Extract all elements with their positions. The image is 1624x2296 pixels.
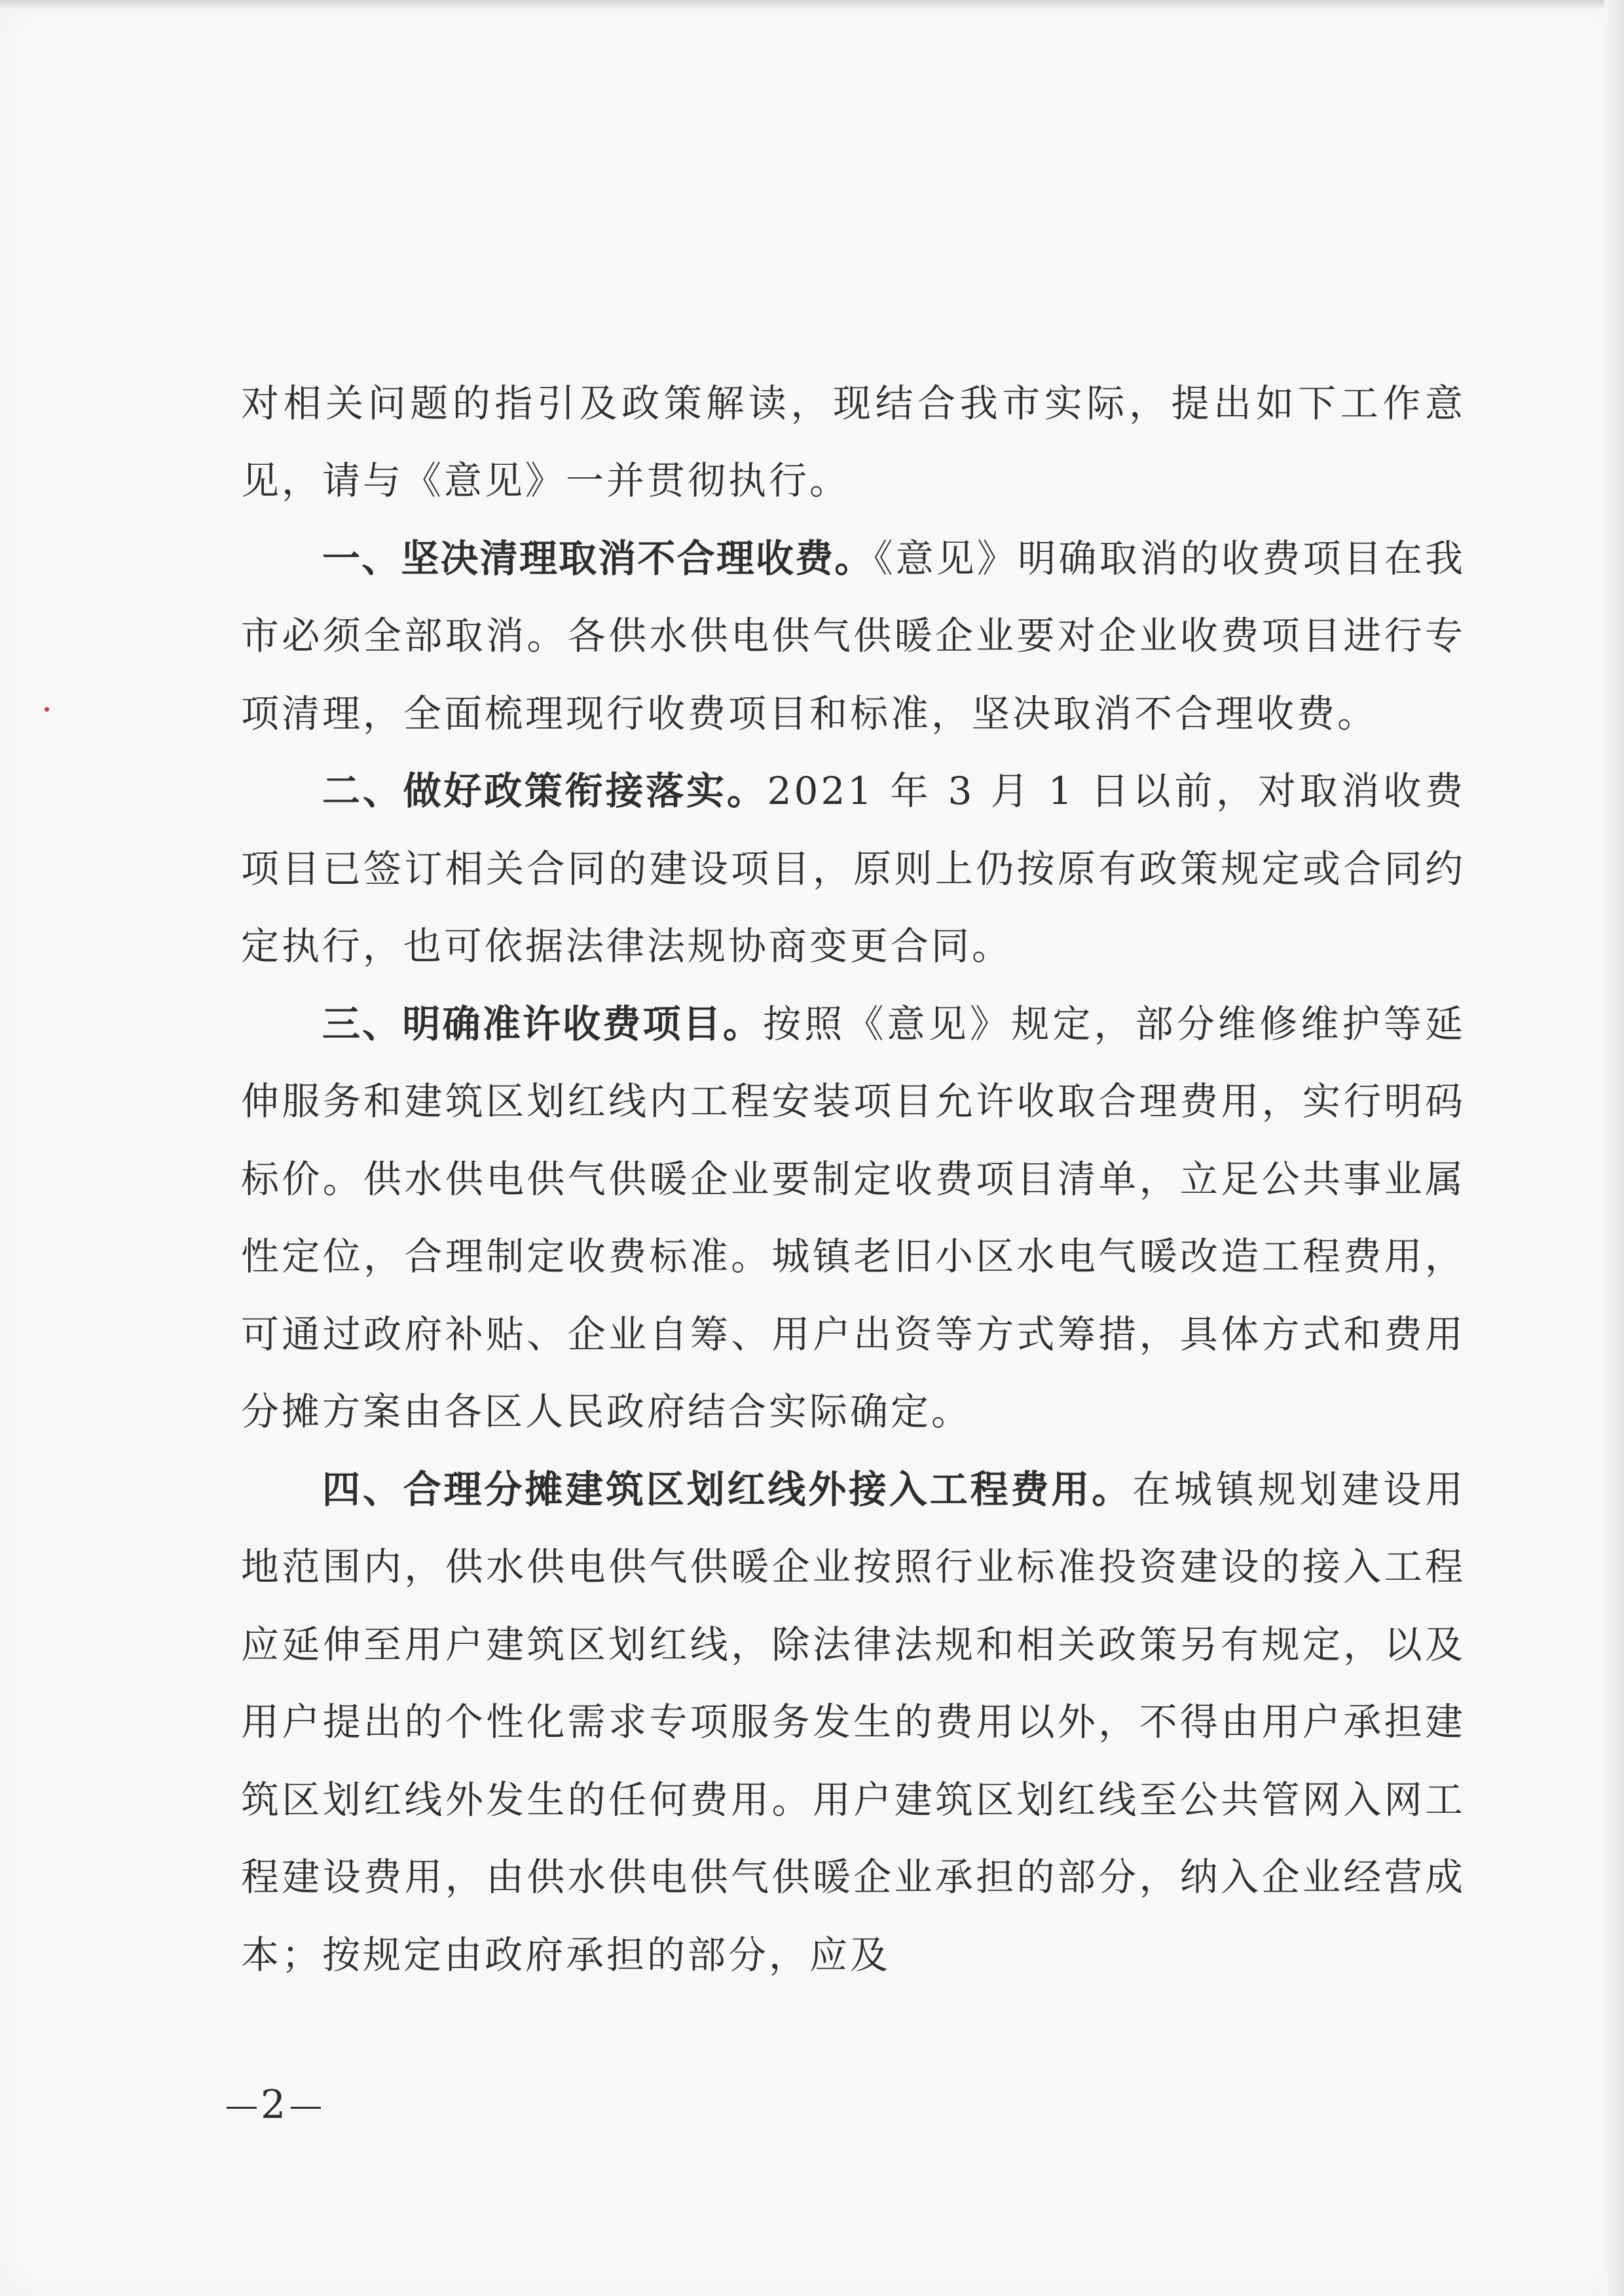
paragraph-section-2 [241, 752, 1466, 985]
page-number-left-dash [227, 2107, 257, 2109]
section-4-text: 在城镇规划建设用地范围内，供水供电供气供暖企业按照行业标准投资建设的接入工程应延伸至用户建筑区划红线，除法律法规和相关政策另有规定，以及用户提出的个性化需求专项服务发生的费用以外，不得由用户承担建筑区划红线外发生的任何费用。用户建筑区划红线至公共管网入网工程建设费用，由供水供电供气供暖企业承担的部分，纳入企业经营成本；按规定由政府承担的部分，应及 [241, 1467, 1466, 1977]
page-number-right-dash [291, 2107, 321, 2109]
section-3-text: 按照《意见》规定，部分维修维护等延伸服务和建筑区划红线内工程安装项目允许收取合理费用，实行明码标价。供水供电供气供暖企业要制定收费项目清单，立足公共事业属性定位，合理制定收费标准。城镇老旧小区水电气暖改造工程费用，可通过政府补贴、企业自筹、用户出资等方式筹措，具体方式和费用分摊方案由各区人民政府结合实际确定。 [241, 1001, 1466, 1434]
section-1-text: 《意见》明确取消的收费项目在我市必须全部取消。各供水供电供气供暖企业要对企业收费项目进行专项清理，全面梳理现行收费项目和标准，坚决取消不合理收费。 [241, 536, 1466, 736]
page-number [223, 2082, 325, 2128]
section-2-text: 2021 年 3 月 1 日以前，对取消收费项目已签订相关合同的建设项目，原则上仍按原有政策规定或合同约定执行，也可依据法律法规协商变更合同。 [241, 769, 1466, 968]
page-number-value: 2 [261, 2082, 287, 2128]
paragraph-section-4 [241, 1451, 1466, 1994]
section-3-heading: 三、明确准许收费项目。 [322, 1001, 764, 1046]
paragraph-section-1 [241, 520, 1466, 753]
paragraph-intro [241, 287, 1466, 520]
section-4-heading: 四、合理分摊建筑区划红线外接入工程费用。 [322, 1467, 1133, 1512]
section-2-heading: 二、做好政策衔接落实。 [322, 769, 767, 813]
scan-right-edge [1604, 0, 1624, 2296]
paragraph-section-3 [241, 985, 1466, 1451]
document-body [241, 287, 1466, 1994]
scan-top-edge [0, 0, 1624, 9]
scan-speck [45, 707, 49, 712]
section-1-heading: 一、坚决清理取消不合理收费。 [322, 536, 874, 581]
paragraph-intro-text: 对相关问题的指引及政策解读，现结合我市实际，提出如下工作意见，请与《意见》一并贯彻执行。 [241, 380, 1466, 503]
